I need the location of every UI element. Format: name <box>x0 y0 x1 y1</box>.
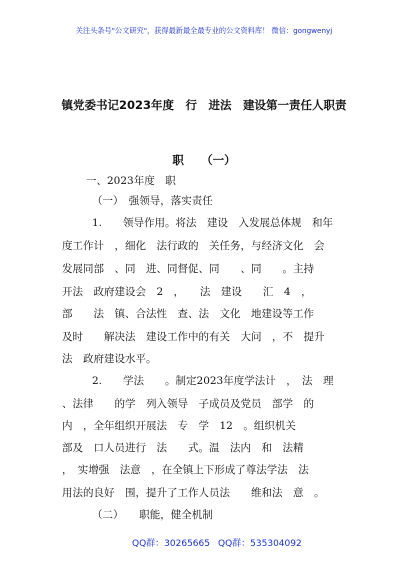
subsection-heading-2: （二） 职能，健全机制 <box>92 509 213 521</box>
paragraph-line: 法 政府建设水平。 <box>62 353 157 365</box>
document-title-line1: 镇党委书记2023年度 行 进法 建设第一责任人职责 <box>61 98 347 112</box>
qq-group-1: QQ群：30265665 <box>132 539 210 549</box>
paragraph-line: 内 ，全年组织开展法 专 学 12 。组织机关 <box>62 420 296 432</box>
section-heading-1: 一、2023年度 职 <box>86 175 176 187</box>
paragraph-line: 部及 口人员进行 法 式。温 法内 和 法精 <box>62 442 304 454</box>
header-promo-note: 关注头条号"公文研究"，获得最新最全最专业的公文资料库！ 微信：gongwenyj <box>75 26 333 35</box>
paragraph-line: 开法 政府建设会 2 ， 法 建设 汇 4 ， <box>62 286 312 298</box>
paragraph-line: 、法律 的学 列入领导 子成员及党员 部学 的 <box>62 398 314 410</box>
paragraph-line: 度工作计 ，细化 法行政的 关任务，与经济文化 会 <box>62 240 325 252</box>
qq-group-2: QQ群：535304092 <box>218 539 302 549</box>
paragraph-line: 1. 领导作用。将法 建设 入发展总体规 和年 <box>92 217 334 229</box>
subsection-heading-1: （一） 强领导，落实责任 <box>92 195 213 207</box>
document-title-line2: 职 （一） <box>172 153 236 167</box>
paragraph-line: 用法的良好 围，提升了工作人员法 维和法 意 。 <box>62 487 325 499</box>
paragraph-line: 2. 学法 。制定2023年度学法计 ， 法 理 <box>92 375 334 387</box>
paragraph-line: 及时 解决法 建设工作中的有关 大问 ，不 提升 <box>62 331 325 343</box>
paragraph-line: 部 法 镇、合法性 查、法 文化 地建设等工作 <box>62 308 314 320</box>
paragraph-line: 发展同部 、同 进、同督促、同 、同 。主持 <box>62 263 314 275</box>
paragraph-line: ， 实增强 法意 ，在全镇上下形成了尊法学法 法 <box>62 464 309 476</box>
